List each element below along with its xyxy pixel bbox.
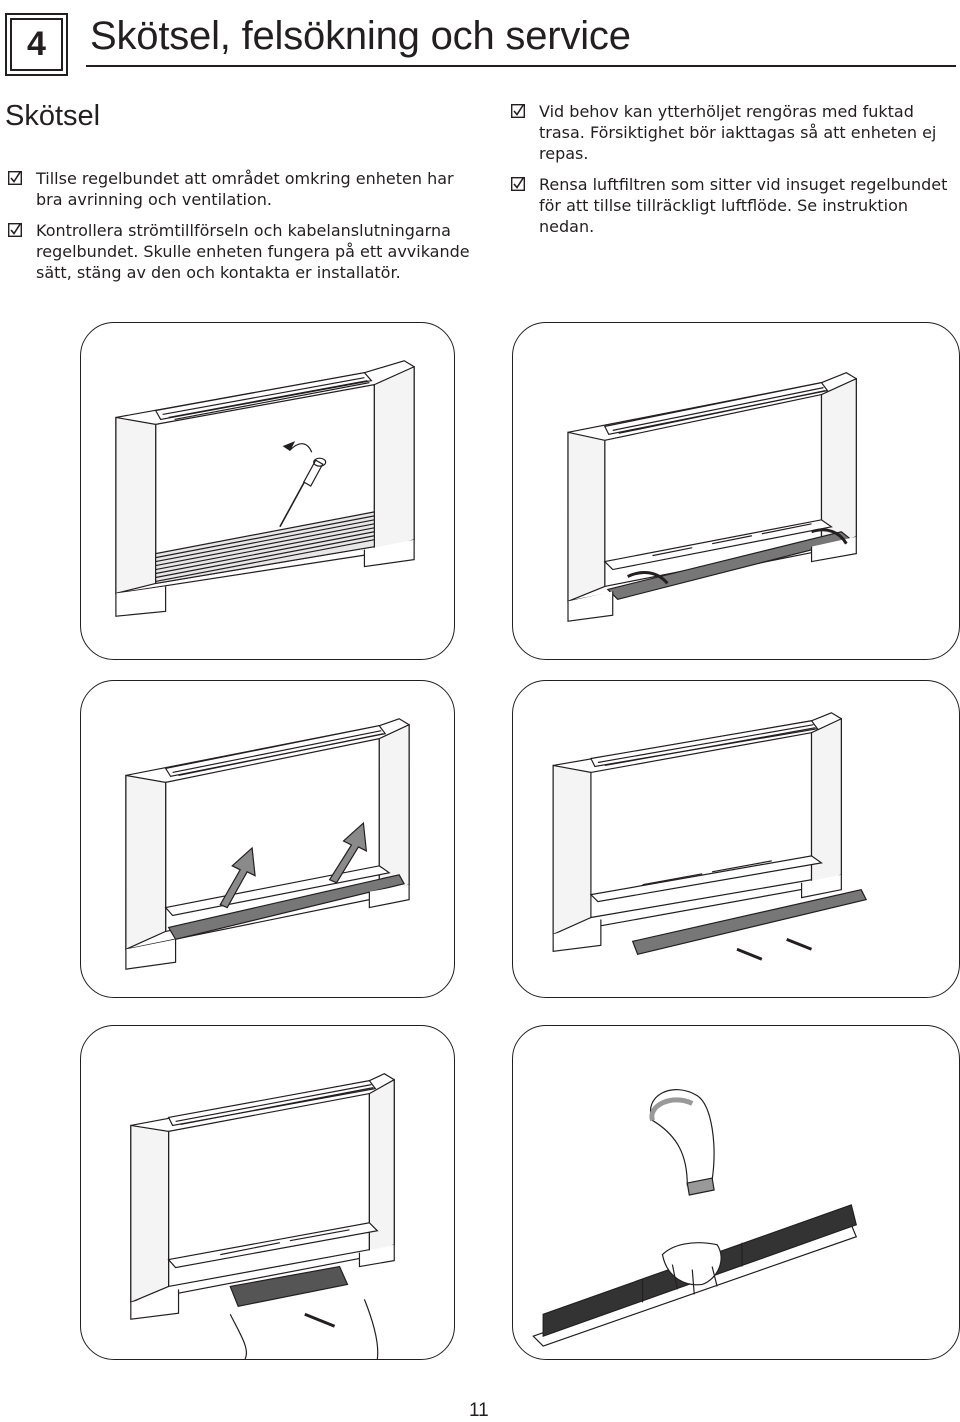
checklist-item <box>508 101 958 164</box>
checklist-item-text: Vid behov kan ytterhöljet rengöras med fuktad trasa. Försiktighet bör iakttagas så att enheten ej repas. <box>539 102 937 163</box>
checklist-item-text: Tillse regelbundet att området omkring enheten har bra avrinning och ventilation. <box>36 169 454 209</box>
chapter-title: Skötsel, felsökning och service <box>90 14 631 58</box>
checklist-item <box>5 168 485 210</box>
left-checklist <box>5 168 485 293</box>
step-illustration-pull-filter <box>80 1025 455 1360</box>
checklist-item <box>5 220 485 283</box>
checklist-item <box>508 174 958 237</box>
title-rule <box>86 65 956 67</box>
fan-coil-unit-drawing <box>81 1026 454 1359</box>
page-number: 11 <box>469 1400 489 1421</box>
step-illustration-open-grille <box>80 322 455 660</box>
step-illustration-lower-grille <box>512 322 960 660</box>
chapter-number: 4 <box>27 25 46 63</box>
section-heading: Skötsel <box>5 100 101 132</box>
fan-coil-unit-drawing <box>81 681 454 997</box>
checklist-item-text: Rensa luftfiltren som sitter vid insuget regelbundet för att tillse tillräckligt luftflöde. Se instruktion nedan. <box>539 175 948 236</box>
step-illustration-lift-filter <box>80 680 455 998</box>
fan-coil-unit-drawing <box>513 681 959 997</box>
checkbox-checked-icon <box>8 171 22 185</box>
chapter-number-box <box>5 13 68 76</box>
checklist-item-text: Kontrollera strömtillförseln och kabelanslutningarna regelbundet. Skulle enheten fungera på ett avvikande sätt, stäng av den och kontakta er installatör. <box>36 221 470 282</box>
checkbox-checked-icon <box>511 177 525 191</box>
checkbox-checked-icon <box>511 104 525 118</box>
fan-coil-unit-drawing <box>513 323 959 659</box>
checkbox-checked-icon <box>8 223 22 237</box>
right-checklist <box>508 101 958 247</box>
fan-coil-unit-drawing <box>81 323 454 659</box>
filter-washing-drawing <box>513 1026 959 1359</box>
step-illustration-wash-filter <box>512 1025 960 1360</box>
step-illustration-remove-grille <box>512 680 960 998</box>
